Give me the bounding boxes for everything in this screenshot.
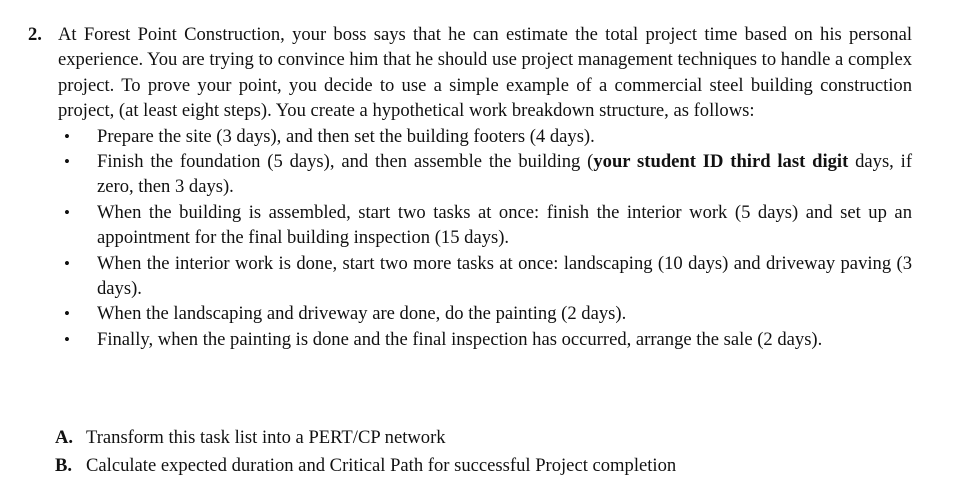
task-letter: A. (55, 427, 74, 448)
list-item (62, 327, 912, 352)
task-item-a (55, 424, 915, 452)
list-item (62, 301, 912, 326)
question-intro: At Forest Point Construction, your boss says that he can estimate the total project time based on his personal experience. You are trying to convince him that he should use project management techniques to handle a complex project. To prove your point, you decide to use a simple example of a commercial steel building construction project, (at least eight steps). You create a hypothetical work breakdown structure, as follows: (58, 24, 912, 122)
step-text: When the building is assembled, start two tasks at once: finish the interior work (5 days) and set up an appointment for the final building inspection (15 days). (97, 201, 912, 249)
bullet-icon: • (64, 202, 70, 222)
step-text-end: days, if zero, then 3 days). (97, 151, 913, 198)
list-item (62, 251, 912, 302)
bullet-icon: • (64, 253, 70, 273)
task-text: Calculate expected duration and Critical Path for successful Project completion (86, 454, 677, 476)
bullet-icon: • (64, 152, 70, 172)
question-number: 2. (28, 24, 42, 45)
task-list (55, 424, 915, 479)
step-text: When the interior work is done, start two more tasks at once: landscaping (10 days) and driveway paving (3 days). (97, 252, 912, 300)
task-letter: B. (55, 454, 73, 476)
list-item (62, 200, 912, 251)
step-text: Prepare the site (3 days), and then set the building footers (4 days). (97, 125, 595, 147)
step-text: When the landscaping and driveway are done, do the painting (2 days). (97, 303, 627, 325)
task-text: Transform this task list into a PERT/CP network (86, 427, 446, 448)
step-text-start: Finish the foundation (5 days), and then assemble the building ( (97, 151, 594, 173)
bullet-icon: • (64, 329, 70, 349)
step-text: Finally, when the painting is done and the final inspection has occurred, arrange the sale (2 days). (97, 328, 823, 350)
list-item (62, 149, 912, 200)
question-header (28, 22, 912, 124)
task-item-b (55, 452, 915, 480)
question-2 (28, 22, 912, 352)
list-item (62, 124, 912, 149)
bullet-icon: • (64, 126, 70, 146)
bullet-icon: • (64, 304, 70, 324)
work-breakdown-list (28, 124, 912, 353)
step-text-emphasis: your student ID third last digit (593, 151, 849, 173)
